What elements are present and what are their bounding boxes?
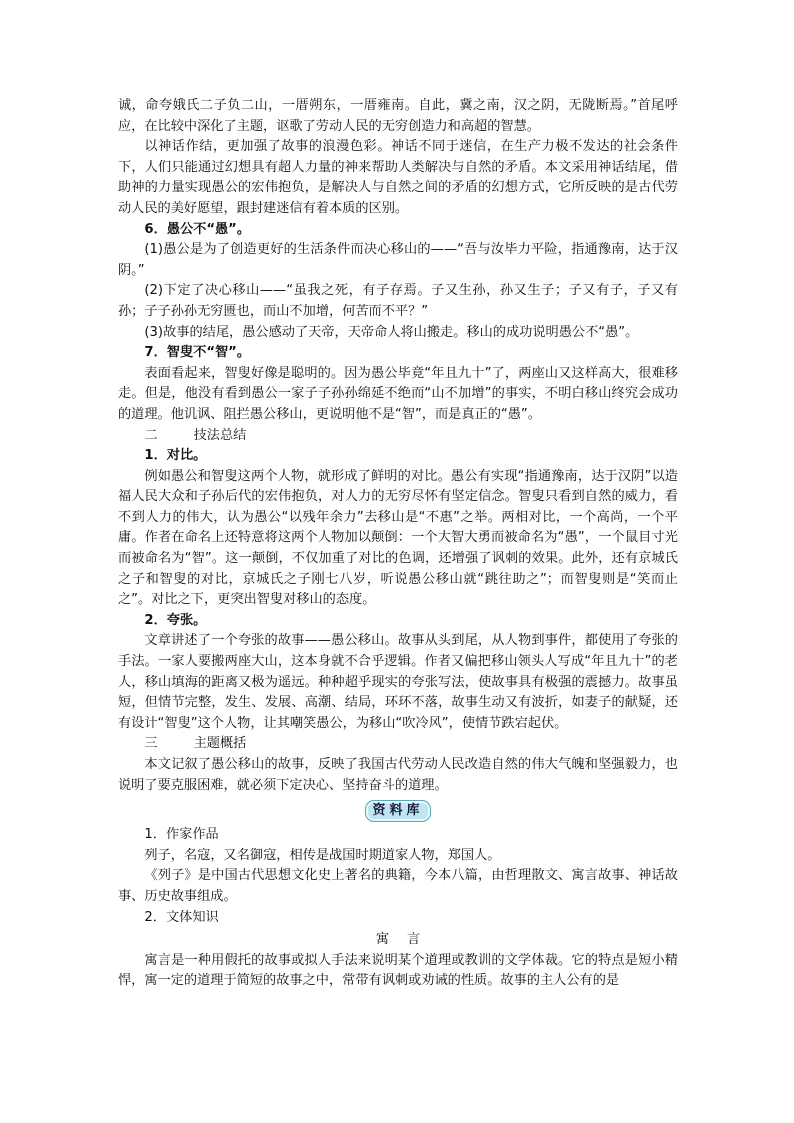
fable-title: 寓言 xyxy=(375,932,439,948)
heading-exaggeration: 2．夸张。 xyxy=(144,612,207,628)
paragraph: 表面看起来，智叟好像是聪明的。因为愚公毕竟“年且九十”了，两座山又这样高大，很难移走。但是，他没有看到愚公一家子子孙孙绵延不绝而“山不加增”的事实，不明白移山终究会成功的道理。他讥讽、阻拦愚公移山，更说明他不是“智”，而是真正的“愚”。 xyxy=(118,365,678,422)
section-heading-3 xyxy=(118,734,678,755)
resource-badge-row xyxy=(118,799,678,821)
section-heading-2 xyxy=(118,426,678,447)
list-heading: 2．文体知识 xyxy=(144,909,219,925)
paragraph: 文章讲述了一个夸张的故事——愚公移山。故事从头到尾，从人物到事件，都使用了夸张的手法。一家人要搬两座大山，这本身就不合乎逻辑。作者又偏把移山领头人写成“年且九十”的老人，移山填海的距离又极为遥远。种种超乎现实的夸张写法，使故事具有极强的震撼力。故事虽短，但情节完整，发生、发展、高潮、结局，环环不落，故事生动又有波折，如妻子的献疑，还有设计“智叟”这个人物，让其嘲笑愚公，为移山“吹冷风”，使情节跌宕起伏。 xyxy=(118,633,678,731)
section-number: 二 xyxy=(144,427,158,443)
paragraph: 列子，名寇，又名御寇，相传是战国时期道家人物，郑国人。 xyxy=(144,847,501,863)
resource-badge: 资料库 xyxy=(365,800,430,822)
paragraph: 《列子》是中国古代思想文化史上著名的典籍，今本八篇，由哲理散文、寓言故事、神话故事、历史故事组成。 xyxy=(118,868,678,904)
list-item: (3)故事的结尾，愚公感动了天帝，天帝命人将山搬走。移山的成功说明愚公不“愚”。 xyxy=(144,324,639,340)
paragraph: 以神话作结，更加强了故事的浪漫色彩。神话不同于迷信，在生产力极不发达的社会条件下，人们只能通过幻想具有超人力量的神来帮助人类解决与自然的矛盾。本文采用神话结尾，借助神的力量实现愚公的宏伟抱负，是解决人与自然之间的矛盾的幻想方式，它所反映的是古代劳动人民的美好愿望，跟封建迷信有着本质的区别。 xyxy=(118,139,678,216)
paragraph: 本文记叙了愚公移山的故事，反映了我国古代劳动人民改造自然的伟大气魄和坚强毅力，也说明了要克服困难，就必须下定决心、坚持奋斗的道理。 xyxy=(118,757,678,793)
heading-7: 7．智叟不“智”。 xyxy=(144,345,251,361)
list-item: (2)下定了决心移山——“虽我之死，有子存焉。子又生孙，孙又生子；子又有子，子又有孙；子子孙孙无穷匮也，而山不加增，何苦而不平？” xyxy=(118,283,678,319)
heading-6: 6．愚公不“愚”。 xyxy=(144,221,251,237)
heading-contrast: 1．对比。 xyxy=(144,448,207,464)
section-title: 技法总结 xyxy=(193,427,247,443)
list-heading: 1．作家作品 xyxy=(144,827,219,843)
paragraph: 诚，命夸娥氏二子负二山，一厝朔东，一厝雍南。自此，冀之南，汉之阴，无陇断焉。”首尾呼应，在比较中深化了主题，讴歌了劳动人民的无穷创造力和高超的智慧。 xyxy=(118,98,678,134)
document-page xyxy=(118,96,678,992)
section-number: 三 xyxy=(144,736,158,752)
paragraph: 例如愚公和智叟这两个人物，就形成了鲜明的对比。愚公有实现“指通豫南，达于汉阴”以造福人民大众和子孙后代的宏伟抱负，对人力的无穷尽怀有坚定信念。智叟只看到自然的威力，看不到人力的伟大，认为愚公“以残年余力”去移山是“不惠”之举。两相对比，一个高尚，一个平庸。作者在命名上还特意将这两个人物加以颠倒：一个大智大勇而被命名为“愚”，一个鼠目寸光而被命名为“智”。这一颠倒，不仅加重了对比的色调，还增强了讽刺的效果。此外，还有京城氏之子和智叟的对比，京城氏之子刚七八岁，听说愚公移山就“跳往助之”；而智叟则是“笑而止之”。对比之下，更突出智叟对移山的态度。 xyxy=(118,468,678,608)
section-title: 主题概括 xyxy=(193,736,247,752)
paragraph: 寓言是一种用假托的故事或拟人手法来说明某个道理或教训的文学体裁。它的特点是短小精悍，寓一定的道理于简短的故事之中，常带有讽刺或劝诫的性质。故事的主人公有的是 xyxy=(118,952,678,989)
list-item: (1)愚公是为了创造更好的生活条件而决心移山的——“吾与汝毕力平险，指通豫南，达于汉阴。” xyxy=(118,242,678,278)
